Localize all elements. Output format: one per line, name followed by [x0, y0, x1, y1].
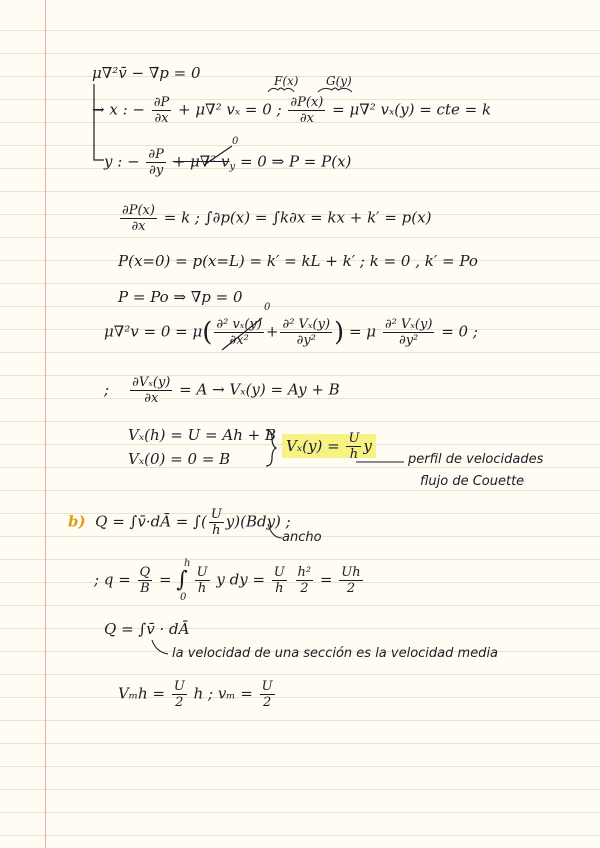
- x-end: = μ∇² vₓ(y) = cte = k: [332, 100, 492, 119]
- l14-prefix: Vₘh =: [118, 684, 166, 703]
- l7-prefix: μ∇²v = 0 = μ: [104, 322, 203, 341]
- equation-first-integral: [104, 376, 340, 405]
- l7-end: = 0 ;: [441, 322, 478, 341]
- l14-mid: h ; vₘ =: [193, 684, 253, 703]
- l7-eq: = μ: [348, 322, 377, 341]
- frac-num: ∂² vₓ(y): [216, 317, 262, 332]
- frac-num: U: [196, 565, 208, 580]
- result-prefix: Vₓ(y) =: [286, 436, 340, 455]
- section-label-b: b): [68, 512, 86, 531]
- l12-eq2: =: [319, 570, 333, 589]
- frac-den: ∂y²: [398, 333, 419, 348]
- frac-den: h: [349, 447, 359, 462]
- frac-den: ∂y²: [296, 333, 316, 348]
- paren-open: (: [202, 317, 213, 348]
- l8-semicolon: ;: [104, 380, 110, 399]
- frac-num: U: [348, 431, 360, 446]
- equation-integral-p: [118, 204, 431, 233]
- y-end: = 0 ⇒ P = P(x): [239, 152, 352, 171]
- equation-flow-rate: [68, 508, 291, 537]
- l4-end: = k ; ∫∂p(x) = ∫k∂x = kx + k′ = p(x): [163, 208, 432, 227]
- fraction-uh-2: [339, 566, 362, 595]
- zero-mark: 0: [264, 302, 271, 313]
- fraction-u-h: [346, 432, 361, 461]
- frac-den: ∂x: [154, 111, 169, 126]
- x-mid: + μ∇² vₓ = 0 ;: [178, 100, 282, 119]
- fraction-u-h: [272, 566, 287, 595]
- frac-num: ∂P(x): [122, 203, 155, 218]
- l7-plus: +: [265, 322, 279, 341]
- frac-den: B: [140, 581, 150, 596]
- equation-boundary-p: P(x=0) = p(x=L) = k′ = kL + k′ ; k = 0 , k′ = Po: [118, 252, 478, 270]
- y-prefix: y : −: [104, 152, 140, 171]
- label-gy: G(y): [326, 74, 352, 88]
- frac-num: ∂P: [153, 95, 170, 110]
- fraction-q-b: [138, 566, 153, 595]
- integral-lower-limit: 0: [180, 592, 187, 603]
- frac-den: ∂x: [299, 111, 314, 126]
- equation-specific-flow: [94, 566, 365, 595]
- frac-num: Uh: [341, 565, 361, 580]
- result-end: y: [363, 436, 372, 455]
- frac-num: ∂Vₓ(y): [132, 375, 171, 390]
- equation-p-constant: P = Po ⇒ ∇p = 0: [118, 288, 243, 306]
- fraction-dp-dy: [146, 148, 165, 177]
- fraction-u-h: [195, 566, 210, 595]
- frac-den: h: [197, 581, 207, 596]
- frac-den: 2: [175, 695, 184, 710]
- integral-upper-limit: h: [184, 558, 191, 569]
- fraction-dpx-dx: [288, 96, 325, 125]
- fraction-dpx-dx: [120, 204, 157, 233]
- equation-bc-bottom: Vₓ(0) = 0 = B: [128, 450, 231, 468]
- fraction-h2-2: [296, 566, 314, 595]
- y-mid: + μ∇² v: [172, 152, 230, 171]
- fraction-dp-dx: [152, 96, 171, 125]
- frac-den: ∂y: [149, 163, 164, 178]
- l12-mid: y dy =: [216, 570, 266, 589]
- equation-x-component: [92, 96, 491, 125]
- fraction-d2vx-dy2-result: [383, 318, 435, 347]
- frac-den: 2: [346, 581, 356, 596]
- note-velocidad-media: la velocidad de una sección es la velocidad media: [172, 646, 499, 661]
- fraction-u-2: [172, 680, 187, 709]
- note-ancho: ancho: [282, 530, 322, 545]
- equation-y-component: [104, 148, 351, 177]
- fraction-dvx-dx: [130, 376, 172, 405]
- integral-sign: ∫: [176, 567, 188, 593]
- l12-eq: =: [159, 570, 172, 589]
- fraction-u-2: [260, 680, 275, 709]
- frac-num: U: [173, 679, 185, 694]
- frac-den: ∂x: [144, 391, 159, 406]
- note-perfil: perfil de velocidades: [408, 452, 544, 467]
- equation-q-integral: Q = ∫v̄ · dĀ: [104, 620, 190, 638]
- velocity-profile-result: [282, 432, 376, 461]
- equation-mean-velocity: [118, 680, 277, 709]
- frac-num: Q: [139, 565, 151, 580]
- frac-num: U: [273, 565, 285, 580]
- fraction-d2vx-dx2: [214, 318, 264, 347]
- frac-num: ∂P: [148, 147, 164, 162]
- frac-den: h: [275, 581, 284, 596]
- zero-mark: 0: [232, 136, 239, 147]
- l11-end: y)(Bdy) ;: [225, 512, 291, 531]
- frac-den: ∂x²: [229, 333, 249, 348]
- equation-bc-top: Vₓ(h) = U = Ah + B: [128, 426, 276, 444]
- frac-num: ∂P(x): [290, 95, 324, 110]
- frac-num: U: [261, 679, 273, 694]
- fraction-u-h: [209, 508, 224, 537]
- l11-start: Q = ∫v̄·dĀ = ∫(: [95, 512, 207, 531]
- fraction-d2vx-dy2: [280, 318, 332, 347]
- label-fx: F(x): [274, 74, 299, 88]
- note-flujo: flujo de Couette: [420, 474, 525, 489]
- margin-line: [45, 0, 46, 848]
- frac-num: ∂² Vₓ(y): [282, 317, 331, 332]
- frac-num: h²: [297, 565, 312, 580]
- frac-den: ∂x: [131, 219, 146, 234]
- paren-close: ): [334, 317, 345, 348]
- x-prefix: → x : −: [92, 100, 145, 119]
- frac-den: h: [212, 523, 221, 538]
- highlighted-result: [282, 431, 376, 462]
- equation-navier-stokes: μ∇²v̄ − ∇̄p = 0: [92, 64, 201, 82]
- l8-end: = A → Vₓ(y) = Ay + B: [179, 380, 340, 399]
- y-mid-sub: y: [229, 161, 236, 173]
- frac-den: 2: [300, 581, 309, 596]
- frac-den: 2: [262, 695, 272, 710]
- equation-laplacian: [104, 318, 478, 347]
- frac-num: U: [210, 507, 222, 522]
- l12-prefix: ; q =: [94, 570, 131, 589]
- frac-num: ∂² Vₓ(y): [384, 317, 433, 332]
